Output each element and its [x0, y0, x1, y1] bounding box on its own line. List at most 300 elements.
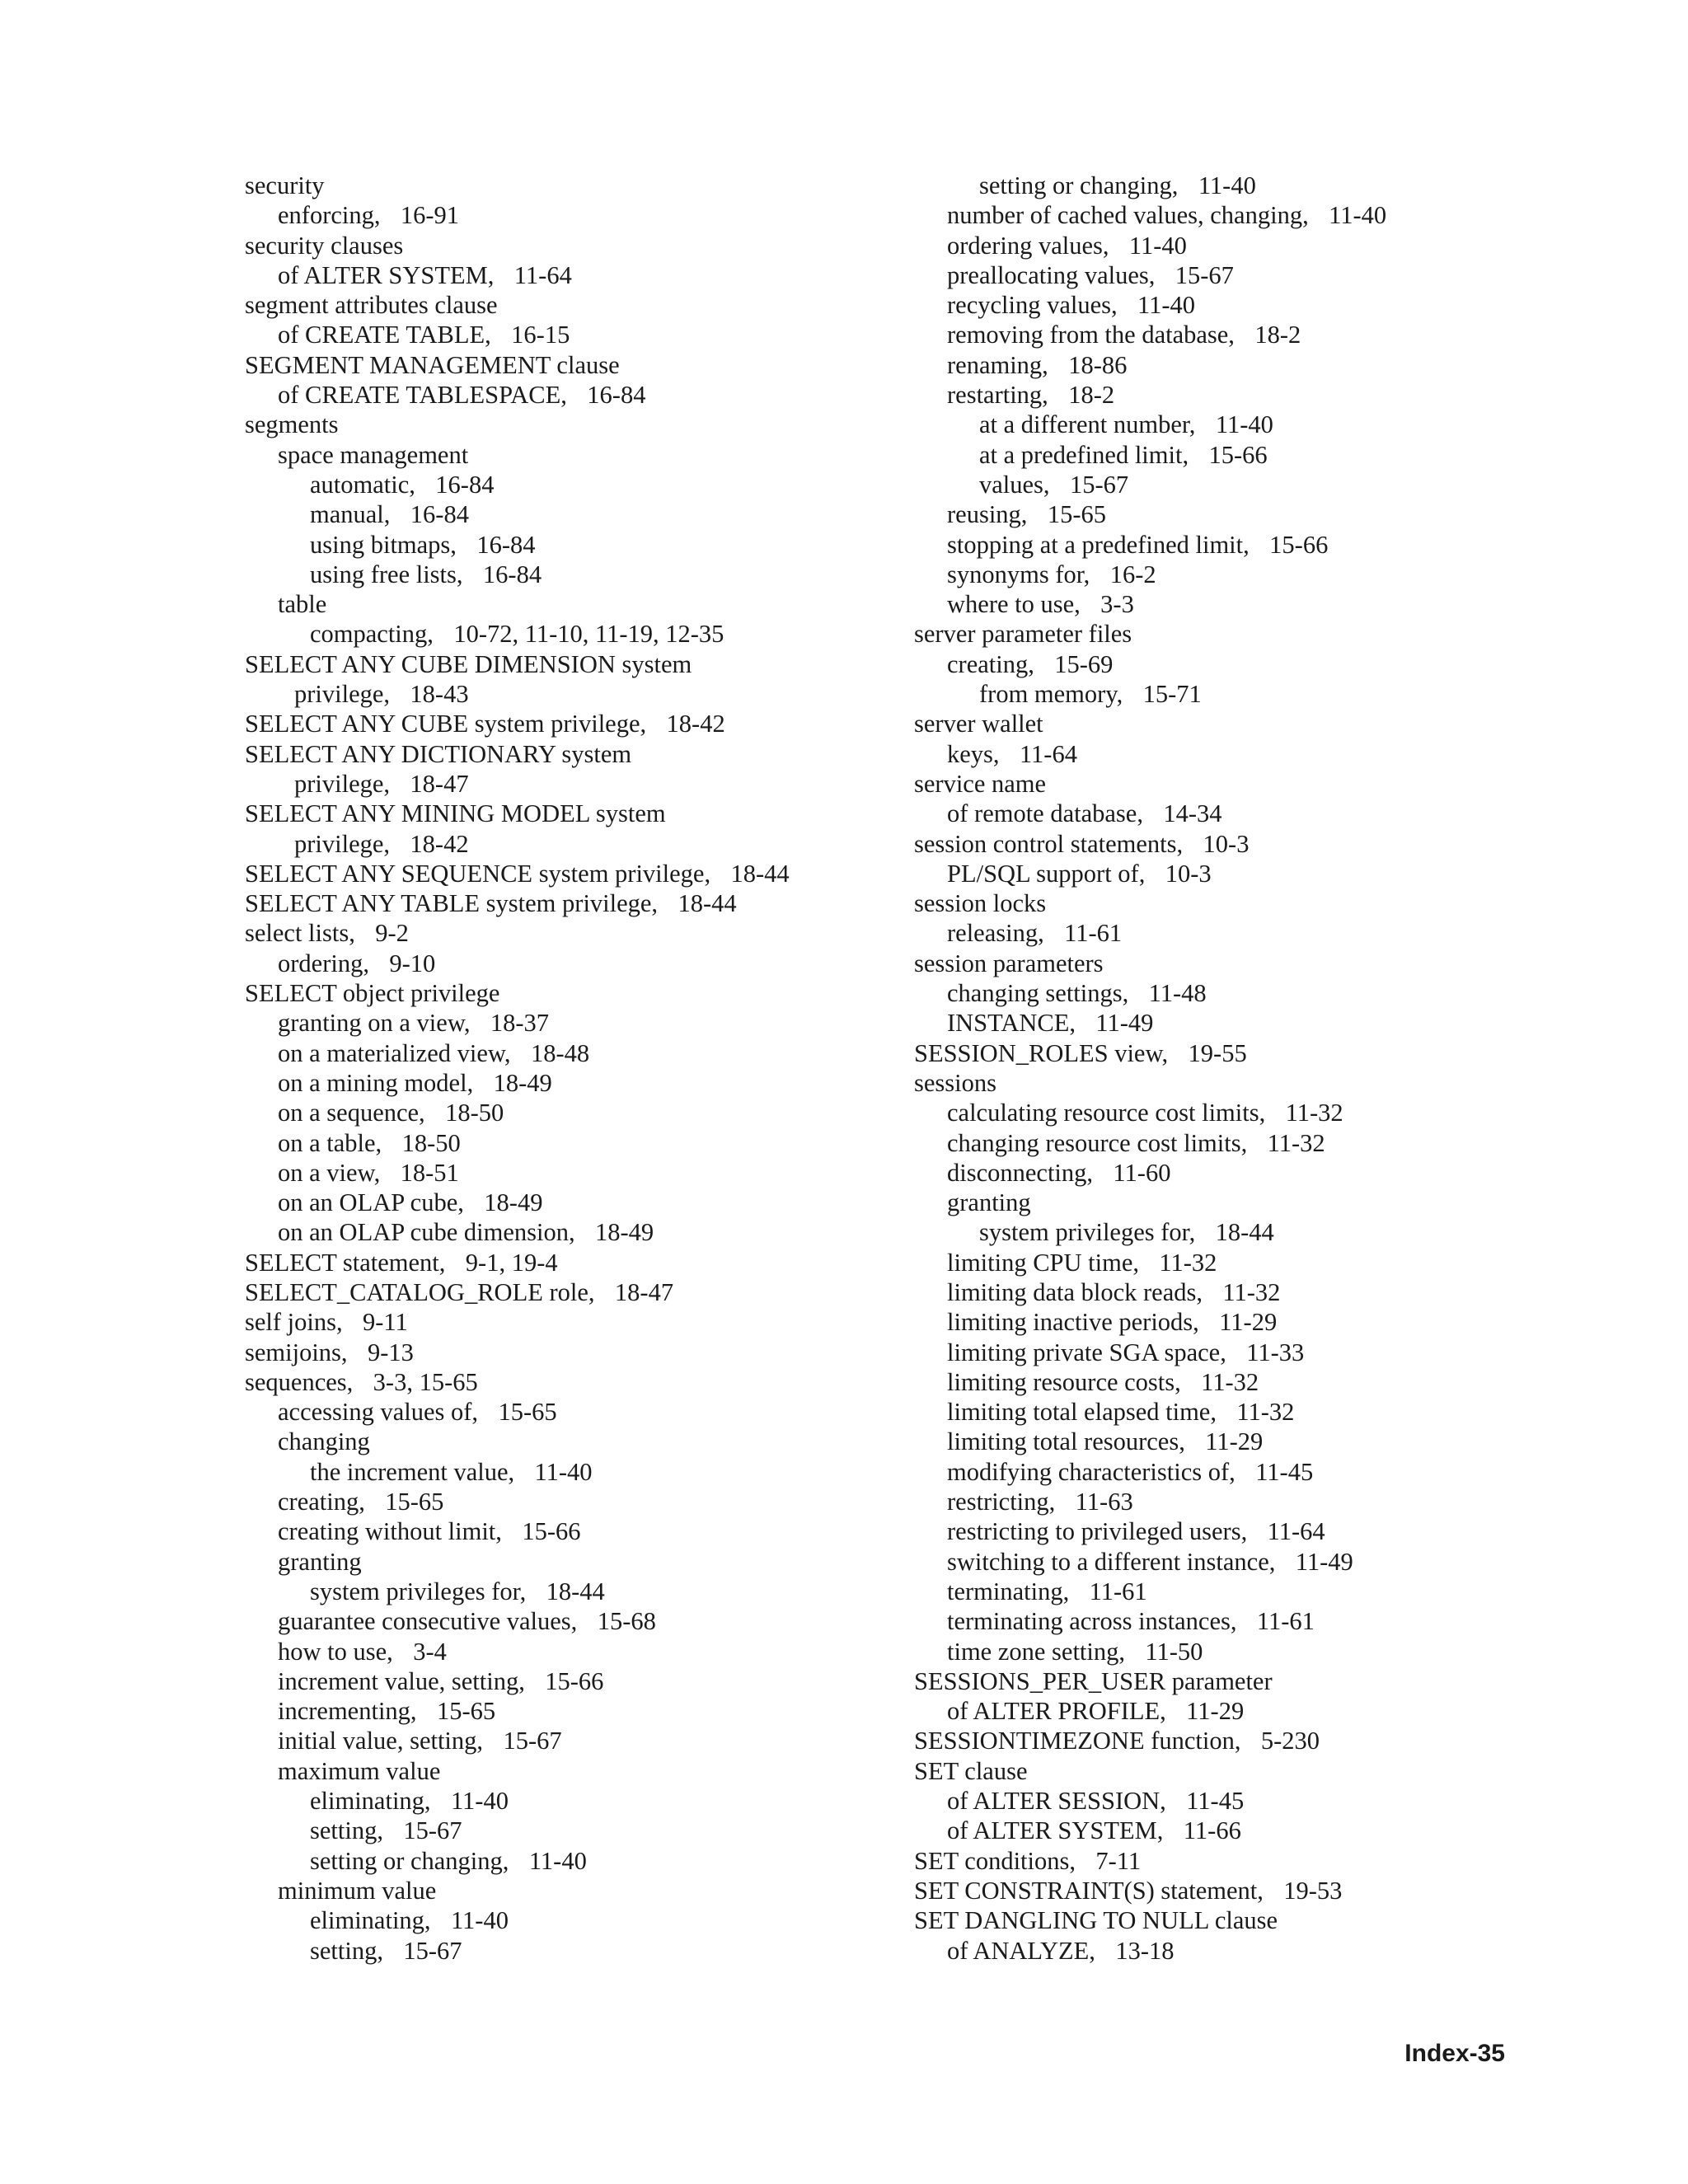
index-term: setting, — [310, 1936, 383, 1965]
index-entry — [245, 1606, 871, 1636]
index-page-ref: 11-29 — [1186, 1697, 1245, 1726]
index-entry — [914, 1098, 1540, 1127]
index-term: the increment value, — [310, 1457, 515, 1486]
index-entry — [245, 380, 871, 410]
index-term: how to use, — [278, 1637, 393, 1666]
index-page-ref: 15-68 — [597, 1607, 656, 1636]
index-page-ref: 11-49 — [1095, 1009, 1154, 1038]
index-page-ref: 18-44 — [678, 889, 737, 918]
index-term: releasing, — [947, 919, 1044, 948]
index-term: system privileges for, — [979, 1218, 1196, 1247]
index-entry — [914, 470, 1540, 499]
index-page-ref: 18-49 — [484, 1188, 543, 1217]
index-entry — [245, 1756, 871, 1786]
index-entry — [245, 290, 871, 320]
index-entry — [245, 1726, 871, 1755]
index-term: SELECT object privilege — [245, 979, 500, 1008]
index-page-ref: 15-67 — [1175, 260, 1234, 289]
index-term: restricting to privileged users, — [947, 1517, 1248, 1546]
index-entry — [245, 260, 871, 290]
index-term: preallocating values, — [947, 260, 1156, 289]
index-entry — [914, 530, 1540, 560]
index-page-ref: 18-42 — [666, 710, 725, 738]
index-entry — [245, 1905, 871, 1935]
index-page-ref: 18-49 — [594, 1218, 654, 1247]
index-entry — [914, 1277, 1540, 1307]
index-entry — [245, 200, 871, 230]
index-page-ref: 18-2 — [1254, 321, 1301, 349]
index-entry — [914, 350, 1540, 380]
index-entry — [914, 200, 1540, 230]
index-term: on a mining model, — [278, 1068, 474, 1097]
index-entry — [914, 380, 1540, 410]
index-term: on an OLAP cube dimension, — [278, 1218, 575, 1247]
index-entry — [914, 769, 1540, 799]
index-entry — [914, 410, 1540, 439]
index-term: select lists, — [245, 919, 355, 948]
index-entry — [245, 1038, 871, 1068]
index-term: SELECT ANY CUBE system privilege, — [245, 710, 647, 738]
index-term: SESSIONS_PER_USER parameter — [914, 1666, 1273, 1695]
index-page-ref: 11-40 — [450, 1787, 509, 1816]
index-entry — [914, 260, 1540, 290]
index-term: session locks — [914, 889, 1047, 918]
index-entry — [245, 1816, 871, 1845]
index-term: on an OLAP cube, — [278, 1188, 464, 1217]
index-entry — [914, 888, 1540, 918]
index-term: INSTANCE, — [947, 1009, 1076, 1038]
index-entry — [914, 1038, 1540, 1068]
index-page-ref: 16-84 — [482, 560, 542, 588]
index-entry — [914, 739, 1540, 769]
index-term: of ANALYZE, — [947, 1936, 1095, 1965]
index-page-ref: 11-64 — [1019, 739, 1077, 768]
index-term: limiting data block reads, — [947, 1277, 1203, 1306]
index-page-ref: 11-40 — [1137, 291, 1196, 320]
index-entry — [914, 1905, 1540, 1935]
index-entry — [245, 1277, 871, 1307]
index-term: security — [245, 171, 325, 199]
index-entry — [245, 1397, 871, 1427]
index-term: SELECT ANY SEQUENCE system privilege, — [245, 859, 711, 888]
index-term: session parameters — [914, 949, 1104, 977]
index-entry — [245, 1068, 871, 1098]
index-entry — [245, 499, 871, 529]
index-term: changing resource cost limits, — [947, 1128, 1248, 1157]
index-entry — [245, 1158, 871, 1188]
index-term: limiting total elapsed time, — [947, 1398, 1217, 1427]
index-entry — [245, 1696, 871, 1726]
index-entry — [914, 589, 1540, 619]
index-term: SET clause — [914, 1756, 1028, 1785]
index-entry — [245, 1457, 871, 1487]
index-term: SET CONSTRAINT(S) statement, — [914, 1876, 1264, 1905]
index-column-left — [245, 171, 871, 1966]
index-term: using bitmaps, — [310, 530, 457, 559]
index-term: SET DANGLING TO NULL clause — [914, 1906, 1278, 1935]
index-entry — [245, 350, 871, 380]
index-term: semijoins, — [245, 1338, 348, 1366]
index-page-ref: 16-84 — [435, 470, 495, 499]
index-page-ref: 16-84 — [410, 500, 469, 529]
index-entry — [914, 619, 1540, 649]
index-page-ref: 11-40 — [528, 1846, 587, 1875]
index-page-ref: 15-67 — [403, 1936, 462, 1965]
index-term: changing settings, — [947, 979, 1129, 1008]
index-term: creating without limit, — [278, 1517, 502, 1546]
index-term: sessions — [914, 1068, 996, 1097]
index-entry — [914, 1637, 1540, 1666]
index-term: SET conditions, — [914, 1846, 1076, 1875]
index-page-ref: 11-66 — [1183, 1816, 1241, 1845]
index-entry — [245, 709, 871, 738]
index-term: limiting total resources, — [947, 1427, 1185, 1456]
index-term: space management — [278, 440, 469, 469]
index-term: restricting, — [947, 1488, 1056, 1516]
index-page-ref: 11-45 — [1255, 1457, 1314, 1486]
index-term: privilege, — [294, 829, 391, 858]
index-term: of ALTER PROFILE, — [947, 1697, 1166, 1726]
index-entry — [245, 1367, 871, 1397]
index-page-ref: 15-67 — [503, 1727, 562, 1755]
index-entry — [914, 290, 1540, 320]
index-entry — [245, 1008, 871, 1038]
index-entry — [245, 1936, 871, 1966]
index-page-ref: 11-60 — [1113, 1158, 1171, 1187]
index-page-ref: 18-43 — [410, 680, 469, 709]
index-page-ref: 11-61 — [1256, 1607, 1315, 1636]
index-term: of ALTER SYSTEM, — [947, 1816, 1164, 1845]
index-term: ordering values, — [947, 231, 1109, 260]
index-term: switching to a different instance, — [947, 1547, 1276, 1576]
index-page-ref: 15-66 — [1269, 530, 1329, 559]
index-entry — [914, 1936, 1540, 1966]
index-page-ref: 7-11 — [1095, 1846, 1142, 1875]
index-page-ref: 15-71 — [1142, 680, 1202, 709]
index-term: enforcing, — [278, 201, 381, 230]
index-term: granting on a view, — [278, 1009, 471, 1038]
index-page-ref: 9-13 — [367, 1338, 414, 1366]
index-page-ref: 11-45 — [1186, 1787, 1245, 1816]
index-entry — [245, 859, 871, 888]
index-entry — [245, 1128, 871, 1158]
index-term: on a table, — [278, 1128, 382, 1157]
index-term: number of cached values, changing, — [947, 201, 1309, 230]
index-page-ref: 16-84 — [476, 530, 536, 559]
index-entry — [914, 1008, 1540, 1038]
index-page-ref: 18-42 — [410, 829, 469, 858]
index-page-ref: 11-49 — [1295, 1547, 1353, 1576]
index-page-ref: 11-64 — [513, 260, 572, 289]
index-entry — [914, 829, 1540, 859]
index-page-ref: 18-48 — [530, 1038, 590, 1067]
index-entry — [914, 1577, 1540, 1606]
index-entry — [914, 1457, 1540, 1487]
index-term: maximum value — [278, 1756, 441, 1785]
index-page-ref: 15-65 — [385, 1488, 444, 1516]
index-entry — [245, 679, 871, 709]
index-term: creating, — [947, 649, 1034, 678]
index-entry — [245, 1217, 871, 1247]
index-term: renaming, — [947, 350, 1048, 379]
index-entry — [914, 1068, 1540, 1098]
index-term: terminating, — [947, 1577, 1070, 1605]
index-page-ref: 11-61 — [1089, 1577, 1147, 1605]
index-entry — [914, 649, 1540, 679]
index-term: service name — [914, 769, 1047, 798]
index-entry — [914, 1158, 1540, 1188]
index-entry — [245, 440, 871, 470]
index-entry — [914, 709, 1540, 738]
index-entry — [245, 739, 871, 769]
index-page-ref: 15-65 — [436, 1697, 496, 1726]
index-page-ref: 16-2 — [1109, 560, 1156, 588]
index-term: setting or changing, — [979, 171, 1179, 199]
index-entry — [245, 1188, 871, 1217]
index-term: minimum value — [278, 1876, 437, 1905]
index-entry — [245, 888, 871, 918]
index-term: eliminating, — [310, 1787, 431, 1816]
index-term: self joins, — [245, 1308, 343, 1337]
index-term: granting — [947, 1188, 1031, 1217]
index-term: changing — [278, 1427, 370, 1456]
index-term: where to use, — [947, 590, 1081, 619]
index-page-ref: 16-91 — [400, 201, 460, 230]
index-entry — [914, 1248, 1540, 1277]
index-term: privilege, — [294, 680, 391, 709]
index-entry — [914, 859, 1540, 888]
index-entry — [914, 1128, 1540, 1158]
index-page-ref: 11-64 — [1267, 1517, 1325, 1546]
index-entry — [245, 589, 871, 619]
index-page-ref: 11-33 — [1246, 1338, 1305, 1366]
index-page-ref: 18-2 — [1068, 381, 1115, 410]
index-term: session control statements, — [914, 829, 1184, 858]
index-entry — [245, 1786, 871, 1816]
index-entry — [914, 1756, 1540, 1786]
index-entry — [914, 499, 1540, 529]
index-entry — [245, 171, 871, 200]
index-entry — [914, 171, 1540, 200]
index-term: values, — [979, 470, 1050, 499]
index-term: limiting resource costs, — [947, 1367, 1181, 1396]
index-entry — [914, 1666, 1540, 1696]
index-entry — [914, 1816, 1540, 1845]
index-term: terminating across instances, — [947, 1607, 1237, 1636]
index-page-ref: 9-11 — [363, 1308, 408, 1337]
index-term: synonyms for, — [947, 560, 1090, 588]
index-page-ref: 18-49 — [493, 1068, 552, 1097]
index-term: SELECT ANY DICTIONARY system — [245, 739, 632, 768]
index-term: removing from the database, — [947, 321, 1235, 349]
index-entry — [245, 1338, 871, 1367]
index-term: stopping at a predefined limit, — [947, 530, 1250, 559]
index-term: system privileges for, — [310, 1577, 527, 1605]
index-term: SESSION_ROLES view, — [914, 1038, 1169, 1067]
index-term: manual, — [310, 500, 391, 529]
index-entry — [914, 1696, 1540, 1726]
index-entry — [245, 1427, 871, 1456]
index-entry — [914, 1188, 1540, 1217]
index-entry — [914, 1516, 1540, 1546]
index-entry — [914, 1487, 1540, 1516]
index-page-ref: 11-40 — [1329, 201, 1387, 230]
index-term: table — [278, 590, 327, 619]
index-term: calculating resource cost limits, — [947, 1099, 1266, 1127]
index-entry — [245, 949, 871, 978]
index-entry — [245, 619, 871, 649]
index-entry — [914, 1606, 1540, 1636]
index-term: SEGMENT MANAGEMENT clause — [245, 350, 620, 379]
index-page-ref: 16-15 — [511, 321, 570, 349]
index-term: guarantee consecutive values, — [278, 1607, 578, 1636]
index-term: recycling values, — [947, 291, 1118, 320]
index-term: restarting, — [947, 381, 1048, 410]
index-term: creating, — [278, 1488, 365, 1516]
index-term: disconnecting, — [947, 1158, 1094, 1187]
index-term: of remote database, — [947, 799, 1143, 828]
index-page-ref: 10-72, 11-10, 11-19, 12-35 — [453, 620, 724, 649]
index-page-ref: 11-32 — [1201, 1367, 1259, 1396]
index-term: of ALTER SYSTEM, — [278, 260, 495, 289]
index-page-ref: 18-44 — [1215, 1218, 1274, 1247]
index-entry — [245, 1098, 871, 1127]
index-page-ref: 18-44 — [730, 859, 790, 888]
index-page-ref: 11-61 — [1064, 919, 1123, 948]
index-entry — [245, 1516, 871, 1546]
index-term: reusing, — [947, 500, 1028, 529]
index-entry — [914, 1846, 1540, 1876]
index-term: sequences, — [245, 1367, 354, 1396]
index-page-ref: 13-18 — [1115, 1936, 1175, 1965]
index-page-ref: 15-66 — [545, 1666, 604, 1695]
index-term: server wallet — [914, 710, 1043, 738]
index-page-ref: 3-4 — [413, 1637, 447, 1666]
index-term: setting or changing, — [310, 1846, 509, 1875]
index-term: limiting CPU time, — [947, 1248, 1140, 1277]
index-page-ref: 11-32 — [1285, 1099, 1343, 1127]
index-page-ref: 11-48 — [1148, 979, 1207, 1008]
index-page-ref: 14-34 — [1163, 799, 1222, 828]
index-page-ref: 16-84 — [587, 381, 646, 410]
index-term: automatic, — [310, 470, 415, 499]
index-term: eliminating, — [310, 1906, 431, 1935]
index-page-ref: 15-67 — [1069, 470, 1129, 499]
index-term: time zone setting, — [947, 1637, 1125, 1666]
index-entry — [245, 799, 871, 828]
index-term: server parameter files — [914, 620, 1132, 649]
index-term: SELECT ANY MINING MODEL system — [245, 799, 666, 828]
index-entry — [914, 1397, 1540, 1427]
index-entry — [245, 410, 871, 439]
index-entry — [245, 1666, 871, 1696]
index-page-ref: 11-32 — [1267, 1128, 1325, 1157]
index-entry — [245, 829, 871, 859]
index-term: compacting, — [310, 620, 434, 649]
index-term: on a view, — [278, 1158, 381, 1187]
index-entry — [914, 1338, 1540, 1367]
index-term: of CREATE TABLESPACE, — [278, 381, 567, 410]
index-page-ref: 19-53 — [1283, 1876, 1343, 1905]
index-term: modifying characteristics of, — [947, 1457, 1236, 1486]
index-page-ref: 11-32 — [1236, 1398, 1295, 1427]
index-page-ref: 18-44 — [546, 1577, 605, 1605]
index-column-right — [914, 171, 1540, 1966]
index-term: limiting inactive periods, — [947, 1308, 1199, 1337]
index-term: of CREATE TABLE, — [278, 321, 491, 349]
index-entry — [914, 1786, 1540, 1816]
index-entry — [914, 320, 1540, 349]
index-entry — [245, 560, 871, 589]
index-page-ref: 11-40 — [450, 1906, 509, 1935]
page-number: Index-35 — [1404, 2040, 1505, 2067]
index-term: setting, — [310, 1816, 383, 1845]
index-term: segment attributes clause — [245, 291, 498, 320]
index-term: accessing values of, — [278, 1398, 479, 1427]
index-page-ref: 3-3 — [1100, 590, 1134, 619]
index-page-ref: 18-86 — [1068, 350, 1128, 379]
index-entry — [245, 1307, 871, 1337]
index-entry — [914, 1367, 1540, 1397]
index-page-ref: 15-65 — [1047, 500, 1106, 529]
index-page-ref: 18-50 — [445, 1099, 504, 1127]
index-term: privilege, — [294, 769, 391, 798]
index-page-ref: 11-40 — [1198, 171, 1256, 199]
index-page-ref: 11-29 — [1205, 1427, 1264, 1456]
index-page-ref: 11-29 — [1219, 1308, 1278, 1337]
index-entry — [245, 769, 871, 799]
index-page-ref: 18-51 — [400, 1158, 459, 1187]
index-term: segments — [245, 410, 339, 439]
index-term: using free lists, — [310, 560, 463, 588]
index-entry — [245, 470, 871, 499]
index-entry — [914, 1876, 1540, 1905]
index-entry — [914, 231, 1540, 260]
index-entry — [914, 1427, 1540, 1456]
index-entry — [914, 1726, 1540, 1755]
index-page-ref: 5-230 — [1260, 1727, 1320, 1755]
index-term: on a materialized view, — [278, 1038, 511, 1067]
index-entry — [914, 918, 1540, 948]
index-page-ref: 18-50 — [401, 1128, 461, 1157]
index-page-ref: 10-3 — [1165, 859, 1212, 888]
index-term: initial value, setting, — [278, 1727, 484, 1755]
index-page-ref: 11-40 — [1215, 410, 1273, 439]
index-page-ref: 15-65 — [498, 1398, 557, 1427]
index-term: SELECT statement, — [245, 1248, 446, 1277]
index-page-ref: 9-10 — [389, 949, 436, 977]
index-term: keys, — [947, 739, 1000, 768]
index-entry — [245, 1637, 871, 1666]
index-term: of ALTER SESSION, — [947, 1787, 1166, 1816]
index-page-ref: 9-1, 19-4 — [465, 1248, 558, 1277]
index-entry — [245, 649, 871, 679]
index-entry — [245, 1248, 871, 1277]
index-page-ref: 15-67 — [403, 1816, 462, 1845]
index-page-ref: 11-40 — [534, 1457, 593, 1486]
index-page-ref: 18-47 — [614, 1277, 674, 1306]
index-term: at a predefined limit, — [979, 440, 1189, 469]
index-term: on a sequence, — [278, 1099, 425, 1127]
index-term: ordering, — [278, 949, 369, 977]
index-page-ref: 15-69 — [1054, 649, 1114, 678]
index-page-ref: 3-3, 15-65 — [373, 1367, 478, 1396]
index-entry — [914, 440, 1540, 470]
index-page-ref: 18-47 — [410, 769, 469, 798]
index-entry — [914, 560, 1540, 589]
index-entry — [245, 1547, 871, 1577]
index-entry — [914, 949, 1540, 978]
